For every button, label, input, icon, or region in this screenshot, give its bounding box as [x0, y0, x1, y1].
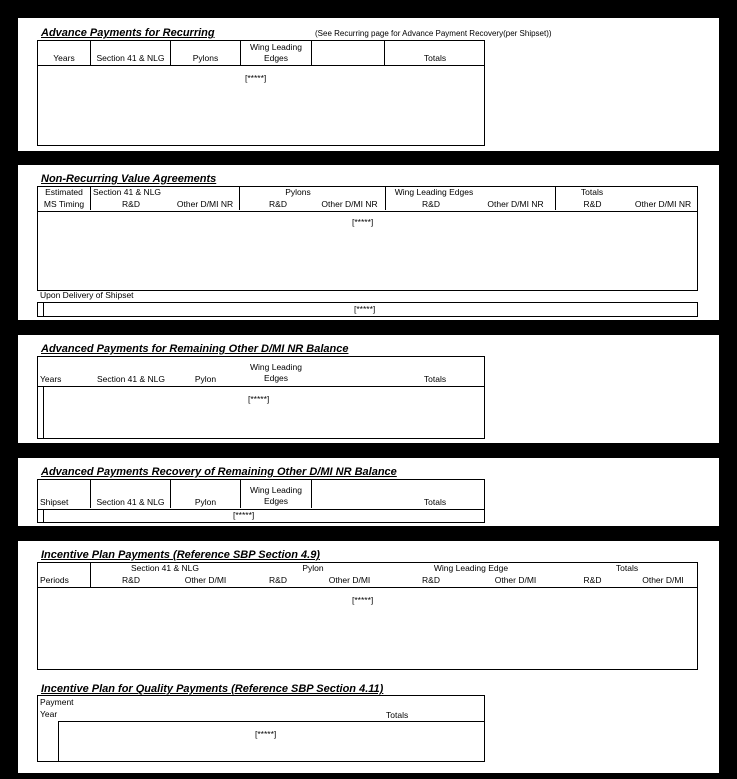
- panel-advance-payments-recurring: [18, 18, 719, 151]
- header-pylons: Pylons: [192, 53, 219, 63]
- redacted-marker: [*****]: [352, 217, 374, 227]
- header-pylon: Pylon: [194, 497, 217, 507]
- header-pylon: Pylon: [302, 563, 324, 573]
- redacted-marker: [*****]: [248, 394, 270, 404]
- panel-non-recurring-value-agreements: [18, 165, 719, 320]
- subheader-other-dmi-nr: Other D/MI NR: [487, 199, 544, 209]
- redacted-marker: [*****]: [255, 729, 277, 739]
- subheader-rd: R&D: [122, 199, 140, 209]
- header-section-41-nlg: Section 41 & NLG: [93, 187, 162, 197]
- subheader-rd: R&D: [583, 199, 602, 209]
- panel-advanced-payments-recovery: [18, 458, 719, 526]
- subheader-ms-timing: MS Timing: [43, 199, 85, 209]
- header-wing-leading-edges: Wing Leading Edges: [250, 485, 302, 506]
- subheader-other-dmi: Other D/MI: [184, 575, 227, 585]
- header-totals: Totals: [423, 53, 447, 63]
- subheader-rd: R&D: [269, 199, 287, 209]
- subheader-other-dmi: Other D/MI: [328, 575, 371, 585]
- subheader-other-dmi-nr: Other D/MI NR: [176, 199, 234, 209]
- header-totals: Totals: [423, 497, 447, 507]
- incentive-plan-quality-table: [37, 695, 485, 762]
- non-recurring-value-table: [37, 186, 698, 291]
- header-section-41-nlg: Section 41 & NLG: [96, 53, 165, 63]
- quality-payments-data-area: [58, 721, 485, 762]
- header-years: Years: [40, 374, 62, 384]
- advance-payments-recurring-table: [37, 40, 485, 146]
- header-wing-leading-edges: Wing Leading Edges: [394, 187, 474, 197]
- header-section-41-nlg: Section 41 & NLG: [96, 374, 166, 384]
- header-section-41-nlg: Section 41 & NLG: [130, 563, 200, 573]
- header-totals: Totals: [423, 374, 447, 384]
- recurring-reference-note: (See Recurring page for Advance Payment Recovery(per Shipset)): [315, 29, 552, 38]
- payment-label: Payment: [40, 697, 74, 707]
- subheader-periods: Periods: [40, 575, 69, 585]
- subheader-rd: R&D: [269, 575, 287, 585]
- header-years: Years: [53, 53, 75, 63]
- advanced-payments-remaining-table: [37, 356, 485, 439]
- redacted-marker: [*****]: [233, 510, 255, 520]
- section-title-advanced-payments-remaining: Advanced Payments for Remaining Other D/MI NR Balance: [41, 343, 349, 355]
- header-wing-leading-edges: Wing Leading Edges: [250, 362, 302, 383]
- subheader-other-dmi-nr: Other D/MI NR: [634, 199, 692, 209]
- year-label: Year: [40, 709, 58, 719]
- subheader-other-dmi-nr: Other D/MI NR: [321, 199, 378, 209]
- subheader-other-dmi: Other D/MI: [494, 575, 537, 585]
- incentive-plan-payments-table: [37, 562, 698, 670]
- section-title-advance-payments-recurring: Advance Payments for Recurring: [41, 27, 215, 39]
- header-pylon: Pylon: [194, 374, 217, 384]
- header-totals: Totals: [615, 563, 639, 573]
- subheader-rd: R&D: [122, 575, 140, 585]
- section-title-incentive-plan-quality: Incentive Plan for Quality Payments (Reference SBP Section 4.11): [41, 683, 384, 695]
- header-pylons: Pylons: [285, 187, 311, 197]
- panel-advanced-payments-remaining-balance: [18, 335, 719, 443]
- header-totals: Totals: [580, 187, 604, 197]
- subheader-other-dmi: Other D/MI: [642, 575, 684, 585]
- section-title-incentive-plan-payments: Incentive Plan Payments (Reference SBP Section 4.9): [41, 549, 320, 561]
- redacted-marker: [*****]: [245, 73, 267, 83]
- header-shipset: Shipset: [40, 497, 69, 507]
- header-wing-leading-edges: Wing Leading Edges: [250, 42, 302, 63]
- section-title-advanced-payments-recovery: Advanced Payments Recovery of Remaining Other D/MI NR Balance: [41, 466, 397, 478]
- header-section-41-nlg: Section 41 & NLG: [96, 497, 165, 507]
- header-totals: Totals: [386, 710, 409, 720]
- subheader-rd: R&D: [422, 575, 440, 585]
- advanced-payments-recovery-table: [37, 479, 485, 523]
- upon-delivery-label: Upon Delivery of Shipset: [40, 290, 134, 300]
- section-title-non-recurring-value-agreements: Non-Recurring Value Agreements: [41, 173, 217, 185]
- header-estimated: Estimated: [45, 187, 83, 197]
- subheader-rd: R&D: [422, 199, 440, 209]
- panel-incentive-plans: [18, 541, 719, 773]
- header-wing-leading-edge: Wing Leading Edge: [433, 563, 509, 573]
- redacted-marker: [*****]: [352, 595, 374, 605]
- subheader-rd: R&D: [583, 575, 602, 585]
- upon-delivery-row: [37, 302, 698, 317]
- redacted-marker: [*****]: [354, 304, 376, 314]
